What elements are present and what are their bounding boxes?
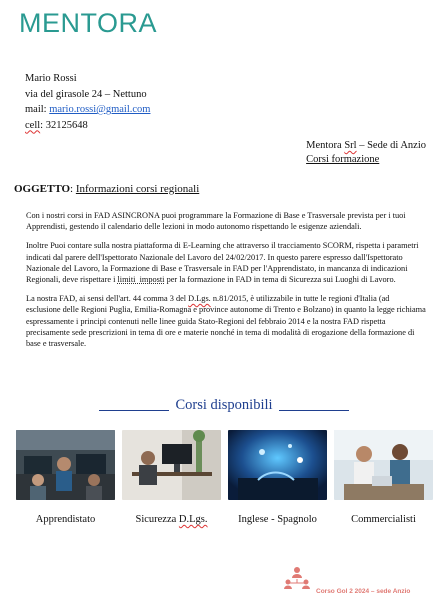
paragraph-3-text-a: La nostra FAD, ai sensi dell'art. 44 comma 3 del <box>26 294 189 304</box>
course-label-inglese-spagnolo: Inglese - Spagnolo <box>238 514 317 525</box>
title-rule-left <box>99 410 169 411</box>
course-label-commercialisti: Commercialisti <box>351 514 416 525</box>
courses-section-title <box>0 397 448 414</box>
title-rule-right <box>279 410 349 411</box>
recipient-srl: Srl <box>344 140 357 151</box>
recipient-line2: Corsi formazione <box>306 154 380 165</box>
cell-label: cell <box>25 119 41 131</box>
paragraph-3-text-b: n.81/2015, è utilizzabile in tutte le regioni d'Italia (ad esclusione delle Regioni Puglia, Emilia-Romagna e province autonome di Trento e Bolzano) in quanto la legge richiama espressamente i principi contenuti nelle linee guida Stato-Regioni del febbraio 2014 e la nostra FAD rispetta precisamente sede prescrizioni in tema di ore e materie nonché in tema di modalità di erogazione della formazione di base e trasversale. <box>26 294 426 349</box>
sender-address: via del girasole 24 – Nettuno <box>25 88 147 100</box>
recipient-sede: – Sede di Anzio <box>356 140 426 151</box>
sender-name: Mario Rossi <box>25 73 77 84</box>
sender-block <box>25 71 150 133</box>
courses-title-text: Corsi disponibili <box>175 397 273 413</box>
paragraph-3-dlgs: D.Lgs. <box>188 294 211 304</box>
email-link[interactable]: mario.rossi@gmail.com <box>49 104 151 115</box>
footer-text: Corso Gol 2 2024 – sede Anzio <box>316 588 411 595</box>
paragraph-2 <box>26 240 426 285</box>
course-image-commercialisti <box>334 430 433 500</box>
recipient-company: Mentora <box>306 140 345 151</box>
course-label-sicurezza <box>122 514 221 525</box>
subject-label: OGGETTO <box>14 183 71 195</box>
course-image-apprendistato <box>16 430 115 500</box>
sender-cell <box>25 118 150 134</box>
paragraph-2-text-a: Inoltre Puoi contare sulla nostra piattaforma di E-Learning che attraverso il tracciamento SCORM, rispetta i parametri indicati dal parere dell'Ispettorato Nazionale del Lavoro del 24/02/2017. In questo parere espresso dall'Ispettorato Nazionale del Lavoro, la Formazione di Base e Trasversale in FAD per l'Apprendistato, in mancanza di indicazioni Regionali, deve rispettare i <box>26 241 419 285</box>
subject-sep: : <box>70 183 76 195</box>
subject-text: Informazioni corsi regionali <box>75 183 200 195</box>
recipient-line1 <box>306 139 426 153</box>
mail-label: mail: <box>25 104 50 115</box>
people-network-icon <box>282 563 312 593</box>
cell-value: : 32125648 <box>40 119 88 131</box>
course-label-sicurezza-dlgs: D.Lgs. <box>178 514 208 525</box>
paragraph-3 <box>26 293 426 349</box>
sender-mail <box>25 102 150 118</box>
paragraph-1: Con i nostri corsi in FAD ASINCRONA puoi programmare la Formazione di Base e Trasversale prevista per i tuoi Apprendisti, gestendo il calendario delle lezioni in modo autonomo rispettando le esigenze aziendali. <box>26 211 406 232</box>
course-label-sicurezza-text: Sicurezza <box>135 514 179 525</box>
company-logo: MENTORA <box>19 8 158 38</box>
recipient-block <box>306 139 426 167</box>
course-label-apprendistato: Apprendistato <box>35 514 96 525</box>
subject-line <box>14 183 199 195</box>
letter-body <box>26 210 426 357</box>
course-image-inglese-spagnolo <box>228 430 327 500</box>
paragraph-2-text-b: per la formazione in FAD in tema di Sicurezza sui Luoghi di Lavoro. <box>164 275 396 285</box>
course-image-sicurezza <box>122 430 221 500</box>
paragraph-2-limiti: limiti imposti <box>117 275 165 285</box>
